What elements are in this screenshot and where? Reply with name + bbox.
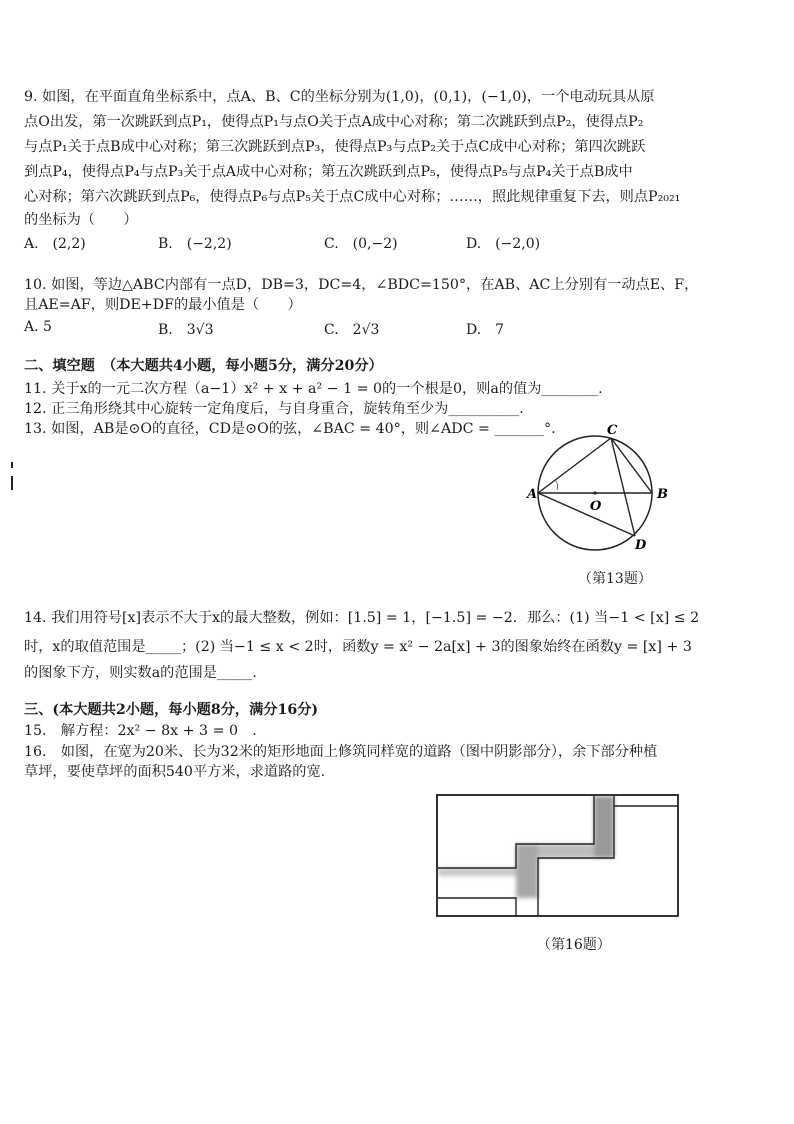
q10-line-1: 10. 如图，等边△ABC内部有一点D，DB=3，DC=4，∠BDC=150°，在AB、AC上分别有一动点E、F，	[24, 277, 699, 293]
q9-line-4: 到点P₄，使得点P₄与点P₃关于点A成中心对称；第五次跳跃到点P₅，使得点P₅与点P₄关于点B成中	[24, 164, 633, 180]
q9-line-5: 心对称；第六次跳跃到点P₆，使得点P₆与点P₅关于点C成中心对称；……，照此规律重复下去，则点P₂₀₂₁	[24, 189, 681, 205]
section-2-heading: 二、填空题 （本大题共4小题，每小题5分，满分20分）	[24, 358, 383, 374]
label-c: C	[607, 423, 618, 438]
q10-option-a: A. 5	[24, 319, 52, 335]
center-point	[593, 491, 596, 494]
q10-option-d: D. 7	[466, 322, 505, 338]
q9-option-b: B. (−2,2)	[158, 236, 232, 252]
question-13: 13. 如图，AB是⊙O的直径，CD是⊙O的弦，∠BAC = 40°，则∠ADC = _______°.	[24, 421, 556, 437]
q9-line-6: 的坐标为（ ）	[24, 212, 138, 228]
q16-line-2: 草坪，要使草坪的面积540平方米，求道路的宽.	[24, 764, 326, 780]
q9-line-3: 与点P₁关于点B成中心对称；第三次跳跃到点P₃，使得点P₃与点P₂关于点C成中心对称；第四次跳跃	[24, 139, 646, 155]
figure-16-road-diagram	[436, 794, 680, 918]
q14-line-3: 的图象下方，则实数a的范围是_____.	[24, 665, 257, 681]
figure-13-circle-diagram	[515, 418, 685, 588]
question-15: 15. 解方程：2x² − 8x + 3 = 0 .	[24, 723, 257, 739]
section-3-heading: 三、(本大题共2小题，每小题8分，满分16分)	[24, 702, 319, 718]
chord-cd	[611, 438, 635, 536]
q10-line-2: 且AE=AF，则DE+DF的最小值是（ ）	[24, 297, 302, 313]
angle-mark	[555, 480, 558, 490]
margin-mark	[11, 462, 13, 468]
question-12: 12. 正三角形绕其中心旋转一定角度后，与自身重合，旋转角至少为__________.	[24, 401, 524, 417]
figure-13-caption: （第13题）	[578, 571, 652, 587]
q9-options	[24, 233, 784, 253]
q9-option-c: C. (0,−2)	[324, 236, 398, 252]
chord-ac	[538, 438, 611, 493]
q9-option-d: D. (−2,0)	[466, 236, 541, 252]
q9-option-a: A. (2,2)	[24, 236, 86, 252]
label-b: B	[657, 487, 668, 502]
q10-option-c: C. 2√3	[324, 322, 380, 338]
label-o: O	[590, 499, 602, 514]
chord-ad	[538, 493, 635, 536]
question-11: 11. 关于x的一元二次方程（a−1）x² + x + a² − 1 = 0的一个根是0，则a的值为________.	[24, 381, 603, 397]
q14-line-2: 时，x的取值范围是_____；(2) 当−1 ≤ x < 2时，函数y = x² − 2a[x] + 3的图象始终在函数y = [x] + 3	[24, 639, 692, 655]
label-a: A	[527, 487, 538, 502]
q14-line-1: 14. 我们用符号[x]表示不大于x的最大整数，例如：[1.5] = 1，[−1.5] = −2．那么：(1) 当−1 < [x] ≤ 2	[24, 610, 700, 626]
q10-options	[24, 319, 784, 339]
q16-line-1: 16. 如图，在宽为20米、长为32米的矩形地面上修筑同样宽的道路（图中阴影部分），余下部分种植	[24, 744, 658, 760]
q9-line-2: 点O出发，第一次跳跃到点P₁，使得点P₁与点O关于点A成中心对称；第二次跳跃到点P₂，使得点P₂	[24, 114, 644, 130]
figure-16-caption: （第16题）	[537, 937, 611, 953]
margin-mark	[11, 476, 13, 490]
q9-line-1: 9. 如图，在平面直角坐标系中，点A、B、C的坐标分别为(1,0)，(0,1)，(−1,0)，一个电动玩具从原	[24, 89, 655, 105]
q10-option-b: B. 3√3	[158, 322, 214, 338]
label-d: D	[635, 538, 647, 553]
